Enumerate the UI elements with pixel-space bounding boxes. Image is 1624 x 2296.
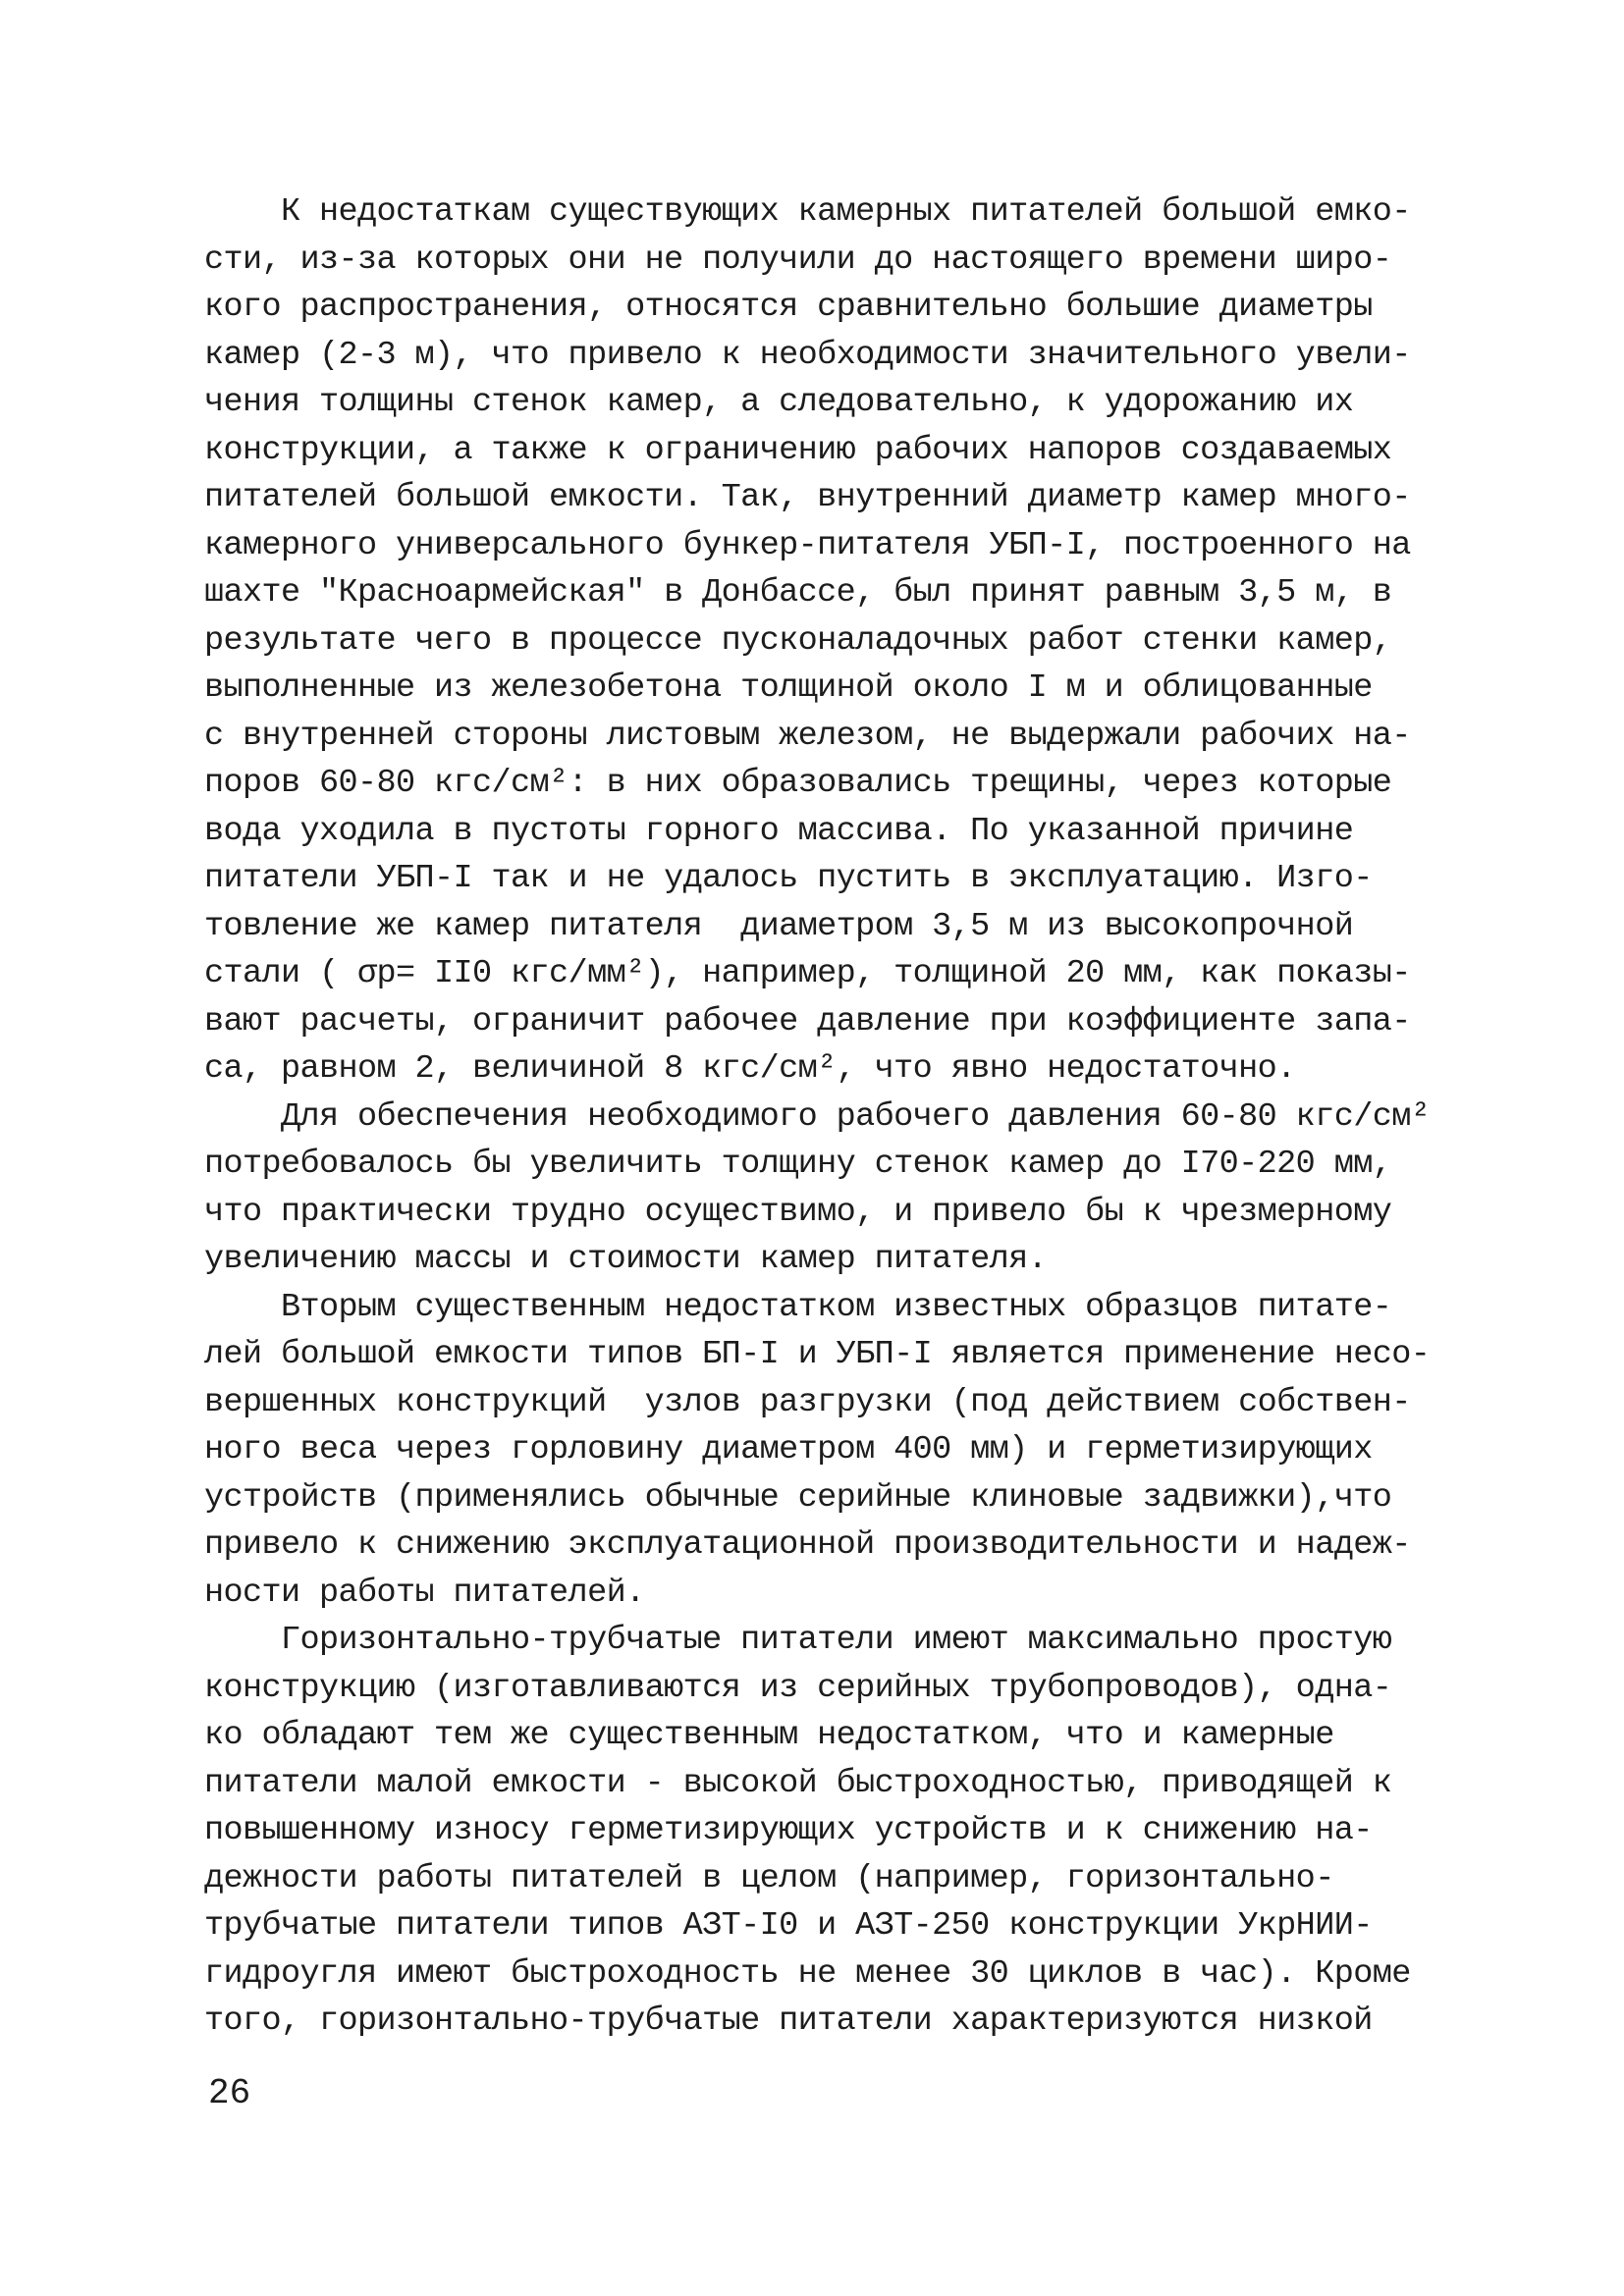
text-line: шахте "Красноармейская" в Донбассе, был принят равным 3,5 м, в [204,574,1392,612]
text-line: камерного универсального бункер-питателя УБП-I, построенного на [204,526,1411,564]
text-line: ко обладают тем же существенным недостатком, что и камерные [204,1717,1334,1754]
text-line: увеличению массы и стоимости камер питателя. [204,1241,1048,1278]
text-line: потребовалось бы увеличить толщину стенок камер до I70-220 мм, [204,1146,1392,1183]
text-line: того, горизонтально-трубчатые питатели характеризуются низкой [204,2002,1373,2040]
text-line: выполненные из железобетона толщиной около I м и облицованные [204,669,1373,707]
text-line: камер (2-3 м), что привело к необходимости значительного увели- [204,336,1411,374]
text-line: са, равном 2, величиной 8 кгс/см², что явно недостаточно. [204,1050,1296,1088]
text-line: питатели УБП-I так и не удалось пустить в эксплуатацию. Изго- [204,860,1373,897]
text-line: ного веса через горловину диаметром 400 мм) и герметизирующих [204,1431,1373,1468]
text-line: Для обеспечения необходимого рабочего давления 60-80 кгс/см² [204,1097,1431,1136]
text-line: поров 60-80 кгс/см²: в них образовались трещины, через которые [204,765,1392,802]
text-line: Вторым существенным недостатком известных образцов питате- [204,1288,1392,1326]
text-line: лей большой емкости типов БП-I и УБП-I является применение несо- [204,1336,1431,1373]
text-line: сти, из-за которых они не получили до настоящего времени широ- [204,240,1392,279]
text-line: ности работы питателей. [204,1574,645,1612]
text-line: результате чего в процессе пусконаладочных работ стенки камер, [204,621,1392,660]
text-line: конструкции, а также к ограничению рабочих напоров создаваемых [204,431,1392,469]
text-line: вают расчеты, ограничит рабочее давление при коэффициенте запа- [204,1002,1411,1041]
text-line: гидроугля имеют быстроходность не менее 30 циклов в час). Кроме [204,1954,1411,1993]
page-number: 26 [208,2073,251,2113]
text-line: конструкцию (изготавливаются из серийных трубопроводов), одна- [204,1669,1392,1707]
body-text [204,188,1471,2046]
text-line: устройств (применялись обычные серийные клиновые задвижки),что [204,1478,1392,1517]
text-line: стали ( σр= II0 кгс/мм²), например, толщиной 20 мм, как показы- [204,955,1411,992]
text-line: питатели малой емкости - высокой быстроходностью, приводящей к [204,1764,1392,1802]
text-line: Горизонтально-трубчатые питатели имеют максимально простую [204,1622,1392,1659]
text-line: дежности работы питателей в целом (например, горизонтально- [204,1859,1334,1897]
text-line: К недостаткам существующих камерных питателей большой емко- [204,193,1411,231]
text-line: питателей большой емкости. Так, внутренний диаметр камер много- [204,479,1411,516]
text-line: что практически трудно осуществимо, и привело бы к чрезмерному [204,1193,1392,1231]
text-line: привело к снижению эксплуатационной производительности и надеж- [204,1526,1411,1564]
text-line: кого распространения, относятся сравнительно большие диаметры [204,289,1373,326]
text-line: трубчатые питатели типов АЗТ-I0 и АЗТ-250 конструкции УкрНИИ- [204,1907,1373,1945]
text-line: вершенных конструкций узлов разгрузки (под действием собствен- [204,1383,1411,1421]
text-line: с внутренней стороны листовым железом, не выдержали рабочих на- [204,717,1411,755]
text-line: вода уходила в пустоты горного массива. По указанной причине [204,812,1354,850]
text-line: товление же камер питателя диаметром 3,5 м из высокопрочной [204,907,1354,945]
text-line: повышенному износу герметизирующих устройств и к снижению на- [204,1812,1373,1849]
text-line: чения толщины стенок камер, а следовательно, к удорожанию их [204,384,1354,421]
